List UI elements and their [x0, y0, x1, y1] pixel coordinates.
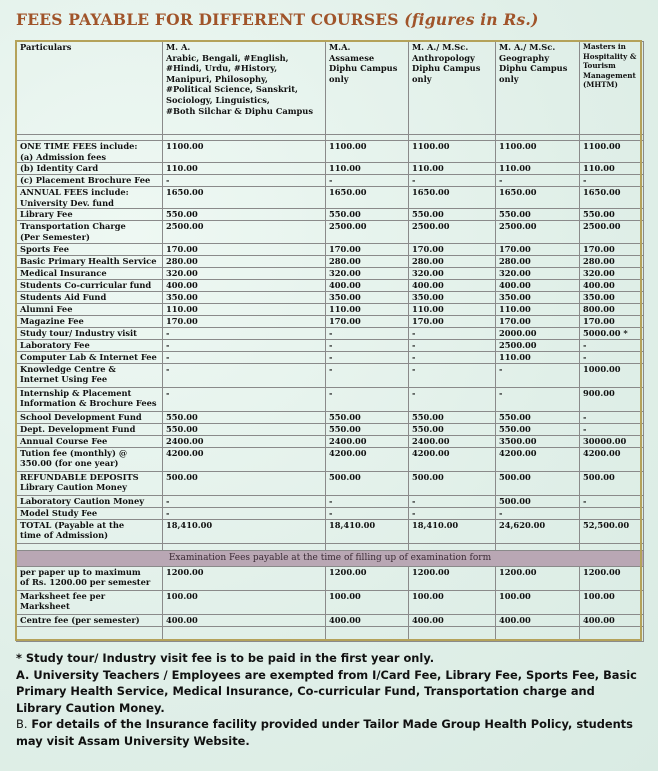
table-row — [17, 435, 644, 447]
fee-value: 550.00 — [163, 423, 326, 435]
table-row — [17, 291, 644, 303]
row-label — [17, 327, 163, 339]
header-line: Management — [583, 70, 636, 80]
fee-value: 4200.00 — [326, 447, 409, 471]
fee-value: 400.00 — [409, 614, 496, 626]
row-label — [17, 590, 163, 614]
row-label — [17, 243, 163, 255]
row-label — [17, 566, 163, 590]
fee-value: - — [580, 411, 644, 423]
fee-value: 110.00 — [409, 303, 496, 315]
note-exemption: A. University Teachers / Employees are exempted from I/Card Fee, Library Fee, Sports Fee, Basic Primary Health Service, Medical Insurance, Co-curricular Fund, Transportation charge and Library Caution Money. — [16, 667, 637, 715]
fee-value: - — [326, 363, 409, 387]
fee-value: 1200.00 — [496, 566, 580, 590]
fee-value: 18,410.00 — [163, 519, 326, 543]
spacer-cell — [496, 626, 580, 641]
header-line: Anthropology — [412, 52, 475, 63]
fee-value: - — [163, 363, 326, 387]
header-line: Manipuri, Philosophy, — [166, 73, 268, 84]
fee-value: - — [580, 351, 644, 363]
table-row — [17, 315, 644, 327]
fee-value: 100.00 — [163, 590, 326, 614]
row-label — [17, 267, 163, 279]
table-row — [17, 351, 644, 363]
table-row — [17, 141, 644, 163]
fee-value: 350.00 — [163, 291, 326, 303]
fee-value: 24,620.00 — [496, 519, 580, 543]
header-line: Tourism — [583, 61, 616, 70]
fee-value: 110.00 — [580, 163, 644, 175]
header-line: Sociology, Linguistics, — [166, 94, 270, 105]
fee-value: 550.00 — [496, 209, 580, 221]
row-label-line: Tution fee (monthly) @ — [20, 447, 128, 458]
row-label — [17, 163, 163, 175]
fee-value: 280.00 — [496, 255, 580, 267]
fee-value: 110.00 — [163, 163, 326, 175]
header-ma-assamese — [326, 42, 409, 135]
header-line: #Both Silchar & Diphu Campus — [166, 105, 314, 116]
note-insurance-text: For details of the Insurance facility provided under Tailor Made Group Health Policy, students may visit Assam University Website. — [16, 717, 633, 748]
note-insurance — [16, 716, 644, 749]
row-label-line: Marksheet — [20, 601, 70, 612]
row-label — [17, 175, 163, 187]
fee-value: 170.00 — [496, 315, 580, 327]
row-label-line: Sports Fee — [20, 243, 70, 254]
row-label-line: Dept. Development Fund — [20, 423, 136, 434]
row-label — [17, 614, 163, 626]
header-line: (MHTM) — [583, 80, 618, 89]
fees-table — [16, 41, 644, 642]
fee-value: 110.00 — [409, 163, 496, 175]
fee-value: - — [496, 175, 580, 187]
header-line: Diphu Campus — [412, 63, 481, 74]
fee-value: 2500.00 — [326, 221, 409, 243]
header-line: only — [329, 73, 349, 84]
fee-value: - — [409, 495, 496, 507]
fee-value: - — [409, 339, 496, 351]
fee-value: 1650.00 — [580, 187, 644, 209]
row-label-line: of Rs. 1200.00 per semester — [20, 577, 151, 588]
row-label — [17, 339, 163, 351]
row-label-line: Alumni Fee — [20, 303, 73, 314]
fee-value: 550.00 — [326, 209, 409, 221]
fee-value: 4200.00 — [580, 447, 644, 471]
fee-value: 350.00 — [580, 291, 644, 303]
fee-value: 400.00 — [580, 279, 644, 291]
spacer-row — [17, 626, 644, 641]
fee-value: 110.00 — [326, 163, 409, 175]
row-label-line: (c) Placement Brochure Fee — [20, 175, 151, 186]
row-label-line: Internship & Placement — [20, 387, 132, 398]
fee-value: 170.00 — [163, 315, 326, 327]
fee-value: 170.00 — [163, 243, 326, 255]
fee-value: - — [409, 507, 496, 519]
spacer-cell — [409, 543, 496, 550]
row-label-line: Model Study Fee — [20, 507, 98, 518]
fee-value: - — [580, 495, 644, 507]
row-label-line: Computer Lab & Internet Fee — [20, 351, 157, 362]
fee-value: 2500.00 — [496, 339, 580, 351]
fee-value: 110.00 — [163, 303, 326, 315]
header-line: Arabic, Bengali, #English, — [166, 52, 289, 63]
header-line: Masters in — [583, 42, 626, 51]
fee-value: - — [163, 507, 326, 519]
title-figures: (figures in Rs.) — [404, 10, 539, 29]
row-label-line: REFUNDABLE DEPOSITS — [20, 471, 139, 482]
table-row — [17, 423, 644, 435]
row-label-line: Information & Brochure Fees — [20, 398, 157, 409]
fee-value: 1200.00 — [326, 566, 409, 590]
table-row — [17, 243, 644, 255]
row-label — [17, 351, 163, 363]
fee-value: - — [496, 507, 580, 519]
fee-value: 400.00 — [496, 279, 580, 291]
fee-value: 550.00 — [496, 411, 580, 423]
fee-value: 500.00 — [409, 471, 496, 495]
row-label-line: ANNUAL FEES include: — [20, 187, 129, 198]
header-line: Diphu Campus — [329, 63, 398, 74]
table-row — [17, 507, 644, 519]
fee-value: - — [326, 351, 409, 363]
row-label-line: Library Caution Money — [20, 482, 127, 493]
fee-value: - — [326, 387, 409, 411]
fee-value: 400.00 — [163, 614, 326, 626]
exam-row — [17, 566, 644, 590]
row-label-line: 350.00 (for one year) — [20, 458, 119, 469]
fee-value: 500.00 — [163, 471, 326, 495]
table-row — [17, 339, 644, 351]
row-label-line: Magazine Fee — [20, 315, 84, 326]
row-label-line: Annual Course Fee — [20, 435, 108, 446]
fee-value: - — [409, 175, 496, 187]
table-row — [17, 209, 644, 221]
table-row — [17, 387, 644, 411]
row-label-line: Students Aid Fund — [20, 291, 107, 302]
table-row — [17, 519, 644, 543]
header-line: Assamese — [329, 52, 375, 63]
row-label-line: time of Admission) — [20, 530, 109, 541]
fee-value: 1100.00 — [496, 141, 580, 163]
fee-value: 1100.00 — [163, 141, 326, 163]
fee-value: 2000.00 — [496, 327, 580, 339]
row-label — [17, 303, 163, 315]
table-header-row — [17, 42, 644, 135]
fee-value: 280.00 — [580, 255, 644, 267]
row-label-line: TOTAL (Payable at the — [20, 519, 125, 530]
fee-value: 110.00 — [496, 351, 580, 363]
fee-value: 100.00 — [326, 590, 409, 614]
fee-value: 170.00 — [409, 243, 496, 255]
row-label-line: Students Co-curricular fund — [20, 279, 152, 290]
fee-value: 170.00 — [580, 315, 644, 327]
row-label-line: ONE TIME FEES include: — [20, 141, 138, 151]
row-label-line: Medical Insurance — [20, 267, 107, 278]
fee-value: 170.00 — [409, 315, 496, 327]
fee-value: 1000.00 — [580, 363, 644, 387]
row-label-line: (a) Admission fees — [20, 151, 107, 162]
fee-value: 170.00 — [580, 243, 644, 255]
header-mhtm — [580, 42, 644, 135]
spacer-cell — [326, 626, 409, 641]
row-label — [17, 495, 163, 507]
header-line: #Political Science, Sanskrit, — [166, 84, 298, 95]
fee-value: 900.00 — [580, 387, 644, 411]
fee-value: 2500.00 — [580, 221, 644, 243]
table-row — [17, 303, 644, 315]
header-ma-general — [163, 42, 326, 135]
fee-value: 320.00 — [580, 267, 644, 279]
fee-value: 1200.00 — [580, 566, 644, 590]
fee-value: 800.00 — [580, 303, 644, 315]
fee-value: - — [580, 175, 644, 187]
fee-value: 110.00 — [496, 163, 580, 175]
fee-value: 350.00 — [496, 291, 580, 303]
row-label-line: Knowledge Centre & — [20, 363, 116, 374]
fee-value: 280.00 — [163, 255, 326, 267]
fee-value: 52,500.00 — [580, 519, 644, 543]
fee-value: 1200.00 — [163, 566, 326, 590]
row-label-line: (Per Semester) — [20, 231, 90, 242]
row-label — [17, 435, 163, 447]
fee-value: 2500.00 — [409, 221, 496, 243]
row-label — [17, 447, 163, 471]
row-label-line: Marksheet fee per — [20, 590, 106, 601]
fee-value: 3500.00 — [496, 435, 580, 447]
fee-value: - — [163, 327, 326, 339]
fee-value: 550.00 — [163, 209, 326, 221]
fee-value: 1650.00 — [326, 187, 409, 209]
header-line: Geography — [499, 52, 550, 63]
fee-value: 18,410.00 — [326, 519, 409, 543]
fee-value: - — [409, 387, 496, 411]
fee-value: 1200.00 — [409, 566, 496, 590]
fee-value: 18,410.00 — [409, 519, 496, 543]
fee-value: 320.00 — [326, 267, 409, 279]
header-particulars: Particulars — [17, 42, 163, 135]
fee-value: 320.00 — [409, 267, 496, 279]
notes-section — [16, 650, 644, 749]
fee-value: 170.00 — [326, 315, 409, 327]
fee-value: 500.00 — [496, 495, 580, 507]
table-row — [17, 163, 644, 175]
fee-value: - — [409, 351, 496, 363]
fee-value: 4200.00 — [409, 447, 496, 471]
fee-value: - — [409, 363, 496, 387]
spacer-cell — [409, 626, 496, 641]
exam-row — [17, 590, 644, 614]
fee-value: 550.00 — [496, 423, 580, 435]
row-label-line: Laboratory Fee — [20, 339, 90, 350]
row-label — [17, 519, 163, 543]
fee-value: - — [580, 339, 644, 351]
header-line: M. A./ M.Sc. — [412, 42, 469, 52]
note-study-tour: * Study tour/ Industry visit fee is to be paid in the first year only. — [16, 651, 435, 665]
spacer-cell — [580, 543, 644, 550]
fee-value: - — [409, 327, 496, 339]
row-label-line: University Dev. fund — [20, 197, 114, 208]
fee-value: 400.00 — [326, 614, 409, 626]
fee-value: 500.00 — [580, 471, 644, 495]
row-label-line: (b) Identity Card — [20, 163, 99, 174]
exam-banner-row — [17, 550, 644, 566]
table-row — [17, 187, 644, 209]
row-label — [17, 423, 163, 435]
row-label — [17, 315, 163, 327]
fee-value: 320.00 — [163, 267, 326, 279]
fee-value: - — [163, 175, 326, 187]
title-main: FEES PAYABLE FOR DIFFERENT COURSES — [16, 10, 399, 29]
spacer-cell — [580, 626, 644, 641]
fee-value: 550.00 — [409, 209, 496, 221]
row-label-line: Basic Primary Health Service — [20, 255, 157, 266]
table-row — [17, 255, 644, 267]
fee-value: 320.00 — [496, 267, 580, 279]
fee-value: 1650.00 — [496, 187, 580, 209]
fee-value: 4200.00 — [496, 447, 580, 471]
spacer-cell — [17, 543, 163, 550]
fee-value: 110.00 — [326, 303, 409, 315]
fee-value: 110.00 — [496, 303, 580, 315]
table-row — [17, 327, 644, 339]
header-line: Hospitality & — [583, 51, 637, 61]
fee-value: 170.00 — [326, 243, 409, 255]
row-label — [17, 387, 163, 411]
fee-value: 2400.00 — [163, 435, 326, 447]
table-row — [17, 279, 644, 291]
fee-value: 1100.00 — [326, 141, 409, 163]
row-label — [17, 507, 163, 519]
fee-value: - — [163, 495, 326, 507]
table-row — [17, 363, 644, 387]
header-geography — [496, 42, 580, 135]
header-line: M.A. — [329, 42, 351, 52]
fee-value: - — [326, 339, 409, 351]
fee-value: 30000.00 — [580, 435, 644, 447]
header-line: #Hindi, Urdu, #History, — [166, 63, 278, 74]
fee-value: - — [163, 339, 326, 351]
fee-value: 500.00 — [326, 471, 409, 495]
fee-value: - — [496, 387, 580, 411]
spacer-cell — [496, 543, 580, 550]
spacer-row — [17, 543, 644, 550]
fee-value: 1650.00 — [163, 187, 326, 209]
row-label — [17, 187, 163, 209]
header-line: only — [499, 73, 519, 84]
row-label-line: Library Fee — [20, 209, 73, 220]
fee-value: 4200.00 — [163, 447, 326, 471]
row-label-line: Laboratory Caution Money — [20, 495, 145, 506]
header-line: Diphu Campus — [499, 63, 568, 74]
row-label — [17, 279, 163, 291]
spacer-cell — [17, 626, 163, 641]
table-row — [17, 447, 644, 471]
fee-value: 2400.00 — [326, 435, 409, 447]
fee-value: 350.00 — [409, 291, 496, 303]
fee-value: 550.00 — [326, 423, 409, 435]
header-line: only — [412, 73, 432, 84]
table-row — [17, 411, 644, 423]
fee-value: 1100.00 — [580, 141, 644, 163]
fee-value: - — [163, 387, 326, 411]
spacer-cell — [326, 543, 409, 550]
row-label-line: Internet Using Fee — [20, 374, 108, 385]
page-title — [16, 10, 539, 29]
row-label — [17, 141, 163, 163]
fee-value: 550.00 — [409, 411, 496, 423]
row-label — [17, 411, 163, 423]
row-label-line: per paper up to maximum — [20, 566, 141, 577]
fee-value: 170.00 — [496, 243, 580, 255]
fee-value: - — [326, 175, 409, 187]
header-anthropology — [409, 42, 496, 135]
row-label-line: Study tour/ Industry visit — [20, 327, 138, 338]
header-line: M. A. — [166, 42, 191, 52]
table-row — [17, 267, 644, 279]
fee-value: 400.00 — [163, 279, 326, 291]
note-insurance-lead: B. — [16, 717, 28, 731]
fee-value: 550.00 — [409, 423, 496, 435]
fee-value: 280.00 — [409, 255, 496, 267]
fee-value: 2400.00 — [409, 435, 496, 447]
fee-value: 350.00 — [326, 291, 409, 303]
row-label-line: Transportation Charge — [20, 221, 126, 232]
row-label — [17, 471, 163, 495]
fee-value — [580, 507, 644, 519]
row-label — [17, 363, 163, 387]
fee-value: 2500.00 — [496, 221, 580, 243]
fee-value: 100.00 — [409, 590, 496, 614]
row-label — [17, 255, 163, 267]
table-row — [17, 175, 644, 187]
fee-value: - — [326, 327, 409, 339]
fee-value: 500.00 — [496, 471, 580, 495]
fee-value: 400.00 — [580, 614, 644, 626]
fee-value: 100.00 — [580, 590, 644, 614]
table-row — [17, 471, 644, 495]
fee-value: 400.00 — [496, 614, 580, 626]
header-line: M. A./ M.Sc. — [499, 42, 556, 52]
spacer-cell — [163, 626, 326, 641]
fee-value: 550.00 — [580, 209, 644, 221]
fee-value: 400.00 — [409, 279, 496, 291]
table-row — [17, 495, 644, 507]
row-label — [17, 291, 163, 303]
fee-value: - — [496, 363, 580, 387]
row-label — [17, 221, 163, 243]
fee-value: - — [326, 507, 409, 519]
fee-value: 400.00 — [326, 279, 409, 291]
fee-value: 550.00 — [163, 411, 326, 423]
fee-value: - — [326, 495, 409, 507]
fee-value: 1650.00 — [409, 187, 496, 209]
fee-value: 280.00 — [326, 255, 409, 267]
spacer-cell — [163, 543, 326, 550]
fee-value: 5000.00 * — [580, 327, 644, 339]
row-label — [17, 209, 163, 221]
row-label-line: School Development Fund — [20, 411, 142, 422]
table-row — [17, 221, 644, 243]
fee-value: - — [580, 423, 644, 435]
fee-value: 1100.00 — [409, 141, 496, 163]
fee-value: 100.00 — [496, 590, 580, 614]
fee-value: - — [163, 351, 326, 363]
exam-row — [17, 614, 644, 626]
row-label-line: Centre fee (per semester) — [20, 614, 140, 625]
fee-value: 2500.00 — [163, 221, 326, 243]
exam-banner: Examination Fees payable at the time of filling up of examination form — [17, 550, 644, 566]
fee-value: 550.00 — [326, 411, 409, 423]
